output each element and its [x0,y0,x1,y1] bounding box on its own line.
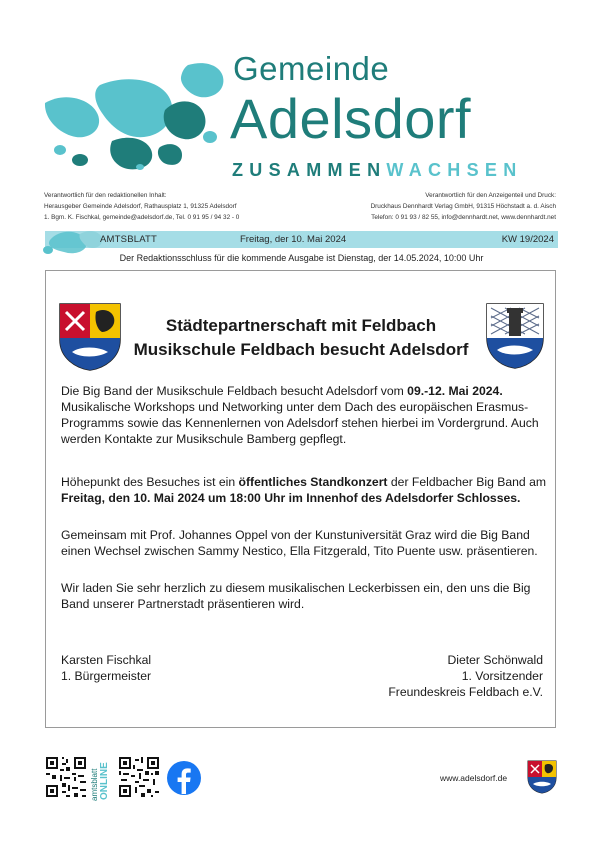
responsible-print-line2: Druckhaus Dennhardt Verlag GmbH, 91315 Höchstadt a. d. Aisch [370,203,556,210]
header-slogan [232,160,523,181]
signature-left-role: 1. Bürgermeister [61,669,152,683]
amtsblatt-label: AMTSBLATT [100,234,158,245]
responsible-editorial-line1: Verantwortlich für den redaktionellen Inhalt: [44,192,167,199]
qr-code-icon[interactable] [117,755,161,799]
signature-right-role: 1. Vorsitzender [461,669,543,683]
qr-label-line1: amtsblatt [90,768,99,801]
p2-text-start: Höhepunkt des Besuches ist ein [61,475,239,489]
website-link[interactable]: www.adelsdorf.de [440,773,508,783]
signature-left-name: Karsten Fischkal [61,653,152,667]
signature-right-org: Freundeskreis Feldbach e.V. [388,685,543,699]
p1-text-start: Die Big Band der Musikschule Feldbach besucht Adelsdorf vom [61,384,408,398]
headline-line1: Städtepartnerschaft mit Feldbach [165,316,437,335]
gemeinde-logo-drops-icon [40,55,230,175]
article-paragraph-1 [61,383,547,447]
feldbach-coat-of-arms-icon [485,302,545,370]
amtsblatt-online-label [88,752,110,802]
responsible-print-line1: Verantwortlich für den Anzeigenteil und Druck: [425,192,556,199]
p1-text-end: Musikalische Workshops und Networking unter dem Dach des europäischen Erasmus-Programms sowie das Kennenlernen von Adelsdorf stehen hierbei im Vordergrund. Auch werden Kontakte zur Musikschule Bamberg gepflegt. [61,400,539,446]
article-headline [120,314,482,362]
qr-label-line2: ONLINE [99,762,110,800]
p1-dates-bold: 09.-12. Mai 2024. [407,384,503,398]
header-title-gemeinde: Gemeinde [233,50,390,87]
slogan-part1: ZUSAMMEN [232,160,387,180]
p2-text-mid: der Feldbacher Big Band am [387,475,547,489]
coat-of-arms-icon [527,760,557,794]
responsible-editorial-line2: Herausgeber Gemeinde Adelsdorf, Rathausplatz 1, 91325 Adelsdorf [44,203,237,210]
responsible-print [286,190,556,223]
qr-code-icon[interactable] [44,755,88,799]
calendar-week: KW 19/2024 [501,234,554,245]
responsible-editorial-line3: 1. Bgm. K. Fischkal, gemeinde@adelsdorf.de, Tel. 0 91 95 / 94 32 - 0 [44,214,240,221]
adelsdorf-coat-of-arms-icon [58,302,122,372]
responsible-print-line3: Telefon: 0 91 93 / 82 55, info@dennhardt.net, www.dennhardt.net [371,214,556,221]
p2-concert-bold: öffentliches Standkonzert [238,475,388,489]
article-paragraph-3: Gemeinsam mit Prof. Johannes Oppel von der Kunstuniversität Graz wird die Big Band einen Wechsel zwischen Sammy Nestico, Ella Fitzgerald, Tito Puente usw. präsentieren. [61,528,538,558]
signature-right [388,652,543,700]
deadline-notice: Der Redaktionsschluss für die kommende Ausgabe ist Dienstag, der 14.05.2024, 10:00 Uhr [119,253,484,263]
signature-left [61,652,151,684]
p2-datetime-bold: Freitag, den 10. Mai 2024 um 18:00 Uhr im Innenhof des Adelsdorfer Schlosses. [61,491,521,505]
article-paragraph-2 [61,474,547,506]
slogan-part2: WACHSEN [386,160,523,180]
header-title-adelsdorf: Adelsdorf [230,87,472,150]
article-paragraph-4: Wir laden Sie sehr herzlich zu diesem musikalischen Leckerbissen ein, den uns die Big Band unserer Partnerstadt präsentieren wird. [61,581,531,611]
signature-right-name: Dieter Schönwald [447,653,543,667]
facebook-icon[interactable] [166,760,202,796]
headline-line2: Musikschule Feldbach besucht Adelsdorf [133,340,469,359]
responsible-editorial [44,190,314,223]
issue-date: Freitag, der 10. Mai 2024 [240,234,347,245]
